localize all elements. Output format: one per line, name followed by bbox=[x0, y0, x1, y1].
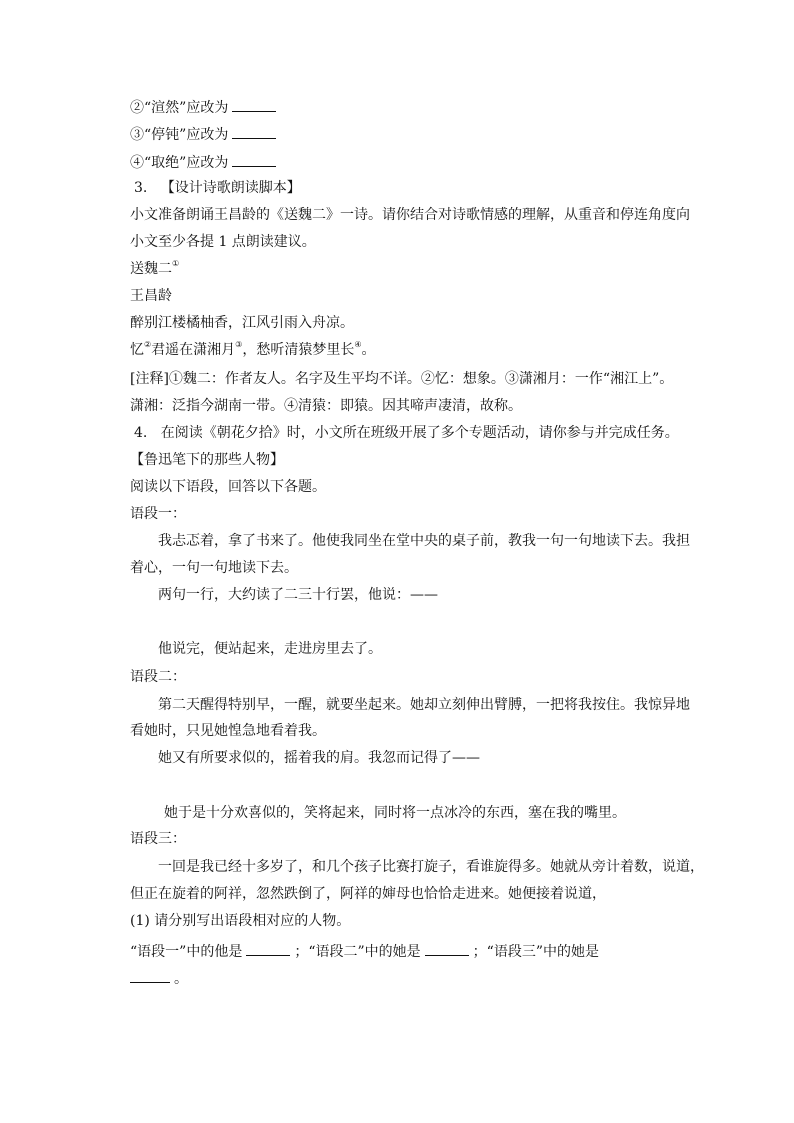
question-3-prompt-line1: 小文准备朗诵王昌龄的《送魏二》一诗。请你结合对诗歌情感的理解，从重音和停连角度向 bbox=[130, 207, 690, 223]
separator: ； bbox=[472, 944, 487, 960]
footnote-marker: ③ bbox=[235, 340, 243, 350]
footnote-marker: ① bbox=[172, 259, 180, 269]
question-title: 【设计诗歌朗读脚本】 bbox=[160, 180, 301, 196]
poem-notes-line1: [注释]①魏二：作者友人。名字及生平均不详。②忆：想象。③潇湘月：一作“湘江上”。 bbox=[130, 371, 674, 387]
poem-title-text: 送魏二 bbox=[130, 261, 172, 277]
fix-item-label: ②“渲然”应改为 bbox=[130, 100, 229, 116]
passage-2-label: 语段二： bbox=[130, 669, 186, 685]
passage-3-label: 语段三： bbox=[130, 831, 186, 847]
poem-text: 忆 bbox=[130, 342, 144, 358]
sub-question-1-answers-cont bbox=[130, 968, 188, 988]
sub-question-1-prompt: (1) 请分别写出语段相对应的人物。 bbox=[130, 913, 351, 929]
answer-blank[interactable] bbox=[232, 124, 276, 139]
footnote-marker: ④ bbox=[354, 340, 362, 350]
instruction: 阅读以下语段，回答以下各题。 bbox=[130, 479, 326, 495]
terminal-punctuation: 。 bbox=[174, 971, 188, 987]
passage-1-label: 语段一： bbox=[130, 506, 186, 522]
poem-title bbox=[130, 260, 179, 278]
passage-2-text: 她又有所要求似的，摇着我的肩。我忽而记得了—— bbox=[158, 750, 480, 766]
passage-2-text: 看她时，只见她惶急地看着我。 bbox=[130, 723, 326, 739]
passage-1-text: 着心，一句一句地读下去。 bbox=[130, 560, 298, 576]
question-number: 4. bbox=[134, 425, 148, 441]
answer-label: “语段三”中的她是 bbox=[486, 944, 599, 960]
passage-1-text: 两句一行，大约读了二三十行罢，他说：—— bbox=[158, 587, 438, 603]
poem-text: ，愁听清猿梦里长 bbox=[242, 342, 355, 358]
answer-blank[interactable] bbox=[232, 97, 276, 112]
question-3-prompt-line2: 小文至少各提 1 点朗读建议。 bbox=[130, 234, 316, 250]
passage-2-text: 第二天醒得特别早，一醒，就要坐起来。她却立刻伸出臂膊，一把将我按住。我惊异地 bbox=[158, 697, 690, 713]
question-3-heading bbox=[134, 179, 301, 197]
question-4-heading bbox=[134, 424, 679, 442]
passage-2-text: 她于是十分欢喜似的，笑将起来，同时将一点冰冷的东西，塞在我的嘴里。 bbox=[164, 805, 626, 821]
passage-3-text: 但正在旋着的阿祥，忽然跌倒了，阿祥的婶母也恰恰走进来。她便接着说道， bbox=[130, 886, 606, 902]
passage-1-text: 我忐忑着，拿了书来了。他使我同坐在堂中央的桌子前，教我一句一句地读下去。我担 bbox=[158, 533, 690, 549]
fix-item-3 bbox=[130, 124, 280, 144]
fix-item-2 bbox=[130, 97, 280, 117]
fix-item-label: ③“停钝”应改为 bbox=[130, 127, 229, 143]
section-title: 【鲁迅笔下的那些人物】 bbox=[130, 452, 284, 468]
fix-item-label: ④“取绝”应改为 bbox=[130, 155, 229, 171]
answer-blank[interactable] bbox=[232, 152, 276, 167]
footnote-marker: ② bbox=[144, 340, 152, 350]
answer-blank-passage-2[interactable] bbox=[425, 941, 469, 956]
answer-blank-passage-1[interactable] bbox=[246, 941, 290, 956]
passage-3-text: 一回是我已经十多岁了，和几个孩子比赛打旋子，看谁旋得多。她就从旁计着数，说道， bbox=[158, 859, 704, 875]
sub-question-1-answers bbox=[130, 941, 599, 961]
question-number: 3. bbox=[134, 180, 148, 196]
passage-1-text: 他说完，便站起来，走进房里去了。 bbox=[158, 641, 382, 657]
answer-label: “语段一”中的他是 bbox=[130, 944, 243, 960]
poem-text: 君遥在潇湘月 bbox=[151, 342, 236, 358]
poem-author: 王昌龄 bbox=[130, 288, 172, 304]
question-prompt: 在阅读《朝花夕拾》时，小文所在班级开展了多个专题活动，请你参与并完成任务。 bbox=[160, 425, 679, 441]
answer-label: “语段二”中的她是 bbox=[308, 944, 421, 960]
poem-line-2 bbox=[130, 341, 376, 359]
separator: ； bbox=[294, 944, 309, 960]
poem-notes-line2: 潇湘：泛指今湖南一带。④清猿：即猿。因其啼声凄清，故称。 bbox=[130, 398, 522, 414]
answer-blank-passage-3[interactable] bbox=[130, 968, 170, 983]
poem-text: 。 bbox=[361, 342, 376, 358]
fix-item-4 bbox=[130, 152, 280, 172]
poem-line-1: 醉别江楼橘柚香，江风引雨入舟凉。 bbox=[130, 315, 354, 331]
